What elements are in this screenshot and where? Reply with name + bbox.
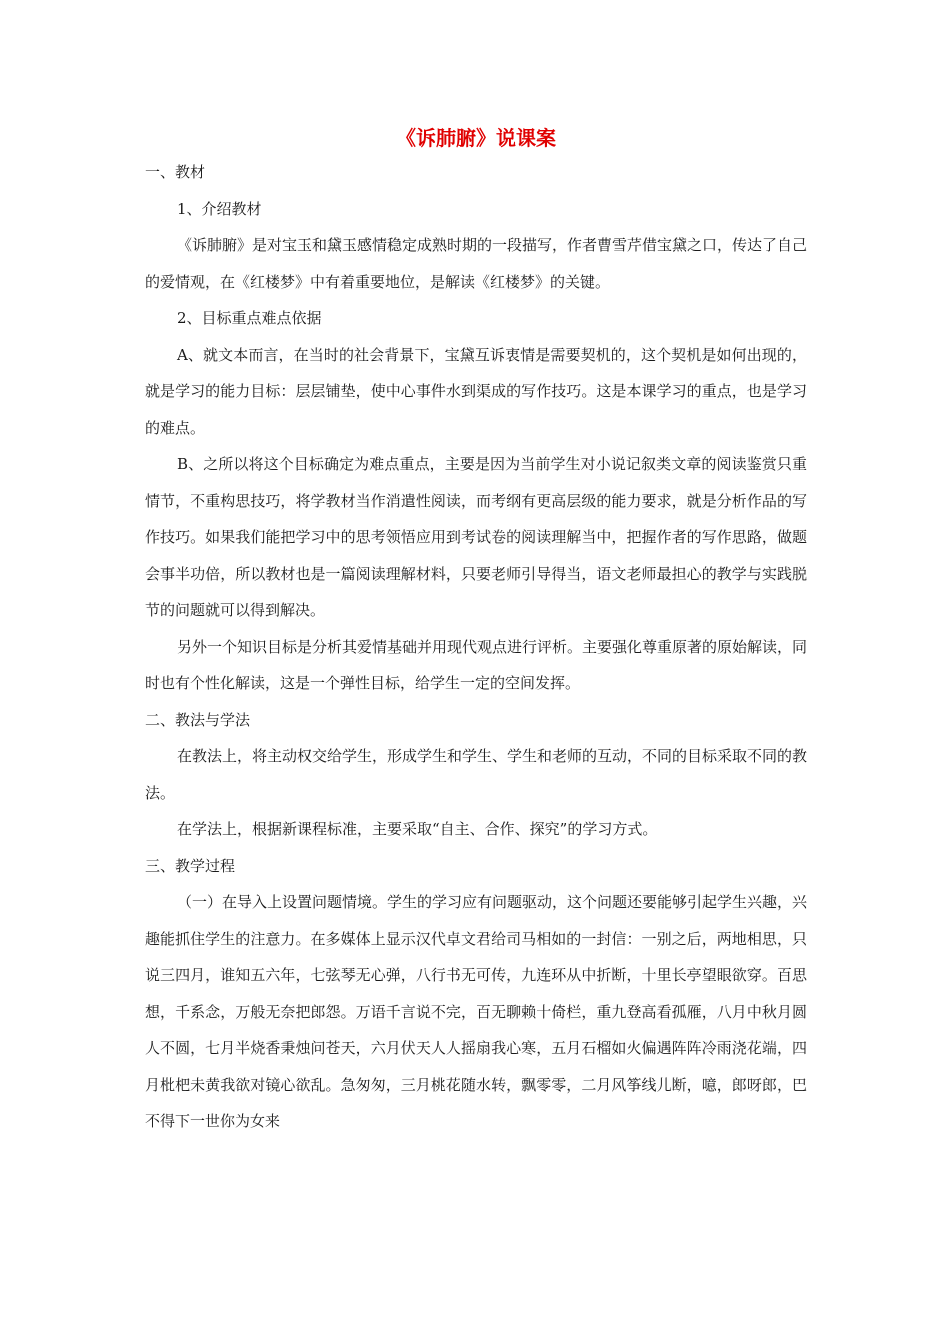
paragraph-goal-b: B、之所以将这个目标确定为难点重点，主要是因为当前学生对小说记叙类文章的阅读鉴赏只重情节，不重构思技巧，将学教材当作消遣性阅读，而考纲有更高层级的能力要求，就是分析作品的写作技巧。如果我们能把学习中的思考领悟应用到考试卷的阅读理解当中，把握作者的写作思路，做题会事半功倍，所以教材也是一篇阅读理解材料，只要老师引导得当，语文老师最担心的教学与实践脱节的问题就可以得到解决。 <box>145 455 807 619</box>
document-title: 《诉肺腑》说课案 <box>396 126 556 150</box>
paragraph-goal-other: 另外一个知识目标是分析其爱情基础并用现代观点进行评析。主要强化尊重原著的原始解读，同时也有个性化解读，这是一个弹性目标，给学生一定的空间发挥。 <box>145 637 808 692</box>
document-page <box>145 124 807 1140</box>
paragraph-learning-method: 在学法上，根据新课程标准，主要采取“自主、合作、探究”的学习方式。 <box>177 820 658 838</box>
paragraph-process-intro: （一）在导入上设置问题情境。学生的学习应有问题驱动，这个问题还要能够引起学生兴趣，兴趣能抓住学生的注意力。在多媒体上显示汉代卓文君给司马相如的一封信：一别之后，两地相思，只说三四月，谁知五六年，七弦琴无心弹，八行书无可传，九连环从中折断，十里长亭望眼欲穿。百思想，千系念，万般无奈把郎怨。万语千言说不完，百无聊赖十倚栏，重九登高看孤雁，八月中秋月圆人不圆，七月半烧香秉烛问苍天，六月伏天人人摇扇我心寒，五月石榴如火偏遇阵阵冷雨浇花端，四月枇杷未黄我欲对镜心欲乱。急匆匆，三月桃花随水转，飘零零，二月风筝线儿断，噫，郎呀郎，巴不得下一世你为女来 <box>145 893 808 1130</box>
subheading-goals: 2、目标重点难点依据 <box>177 309 322 327</box>
paragraph-teaching-method: 在教法上，将主动权交给学生，形成学生和学生、学生和老师的互动，不同的目标采取不同的教法。 <box>145 747 808 802</box>
section-heading-process: 三、教学过程 <box>145 856 236 875</box>
paragraph-intro: 《诉肺腑》是对宝玉和黛玉感情稳定成熟时期的一段描写，作者曹雪芹借宝黛之口，传达了自己的爱情观，在《红楼梦》中有着重要地位，是解读《红楼梦》的关键。 <box>145 236 808 291</box>
section-heading-materials: 一、教材 <box>145 163 206 181</box>
section-heading-methods: 二、教法与学法 <box>145 710 251 729</box>
paragraph-goal-a: A、就文本而言，在当时的社会背景下，宝黛互诉衷情是需要契机的，这个契机是如何出现的，就是学习的能力目标：层层铺垫，使中心事件水到渠成的写作技巧。这是本课学习的重点，也是学习的难点。 <box>145 345 807 437</box>
subheading-intro-materials: 1、介绍教材 <box>177 199 262 218</box>
